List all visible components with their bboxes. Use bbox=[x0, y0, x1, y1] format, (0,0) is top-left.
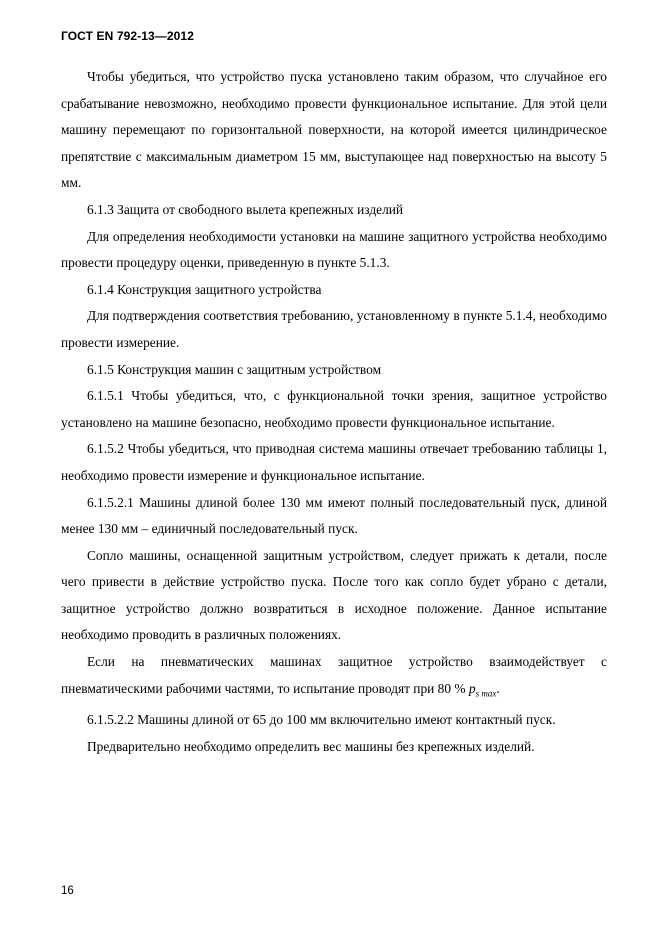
paragraph-6-1-5-2-1: 6.1.5.2.1 Машины длиной более 130 мм имеют полный последовательный пуск, длиной менее 130 мм – единичный последовательный пуск. bbox=[61, 494, 607, 537]
section-heading-6-1-4: 6.1.4 Конструкция защитного устройства bbox=[87, 281, 322, 297]
pressure-symbol: p bbox=[468, 680, 476, 696]
paragraph-measurement: Для подтверждения соответствия требованию, установленному в пункте 5.1.4, необходимо провести измерение. bbox=[61, 308, 607, 350]
paragraph-6-1-5-2-2: 6.1.5.2.2 Машины длиной от 65 до 100 мм включительно имеют контактный пуск. bbox=[87, 711, 556, 727]
paragraph-assessment-procedure: Для определения необходимости установки на машине защитного устройства необходимо провести процедуру оценки, приведенную в пункте 5.1.3. bbox=[61, 228, 607, 271]
paragraph-6-1-5-1: 6.1.5.1 Чтобы убедиться, что, с функциональной точки зрения, защитное устройство установлено на машине безопасно, необходимо провести функциональное испытание. bbox=[61, 388, 607, 430]
paragraph-function-test: Чтобы убедиться, что устройство пуска установлено таким образом, что случайное его срабатывание невозможно, необходимо провести функциональное испытание. Для этой цели машину перемещают по горизонтальной поверхности, на которой имеется цилиндрическое препятствие с максимальным диаметром 15 мм, выступающее над поверхностью на высоту 5 мм. bbox=[61, 69, 607, 191]
page-number: 16 bbox=[61, 885, 74, 897]
paragraph-6-1-5-2: 6.1.5.2 Чтобы убедиться, что приводная система машины отвечает требованию таблицы 1, необходимо провести измерение и функциональное испытание. bbox=[61, 441, 607, 483]
pneumatic-text-end: . bbox=[496, 680, 500, 696]
document-header: ГОСТ EN 792-13—2012 bbox=[61, 29, 194, 43]
section-heading-6-1-3: 6.1.3 Защита от свободного вылета крепежных изделий bbox=[87, 201, 404, 217]
pressure-subscript: s max bbox=[475, 688, 497, 699]
paragraph-weight: Предварительно необходимо определить вес машины без крепежных изделий. bbox=[87, 738, 535, 754]
paragraph-pneumatic-test bbox=[61, 649, 607, 707]
paragraph-nozzle-test: Сопло машины, оснащенной защитным устройством, следует прижать к детали, после чего привести в действие устройство пуска. После того как сопло будет убрано с детали, защитное устройство должно возвратиться в исходное положение. Данное испытание необходимо проводить в различных положениях. bbox=[61, 547, 607, 643]
section-heading-6-1-5: 6.1.5 Конструкция машин с защитным устройством bbox=[87, 361, 382, 377]
document-body bbox=[61, 64, 607, 760]
pneumatic-text: Если на пневматических машинах защитное устройство взаимодействует с пневматическими рабочими частями, то испытание проводят при 80 % bbox=[61, 654, 607, 696]
